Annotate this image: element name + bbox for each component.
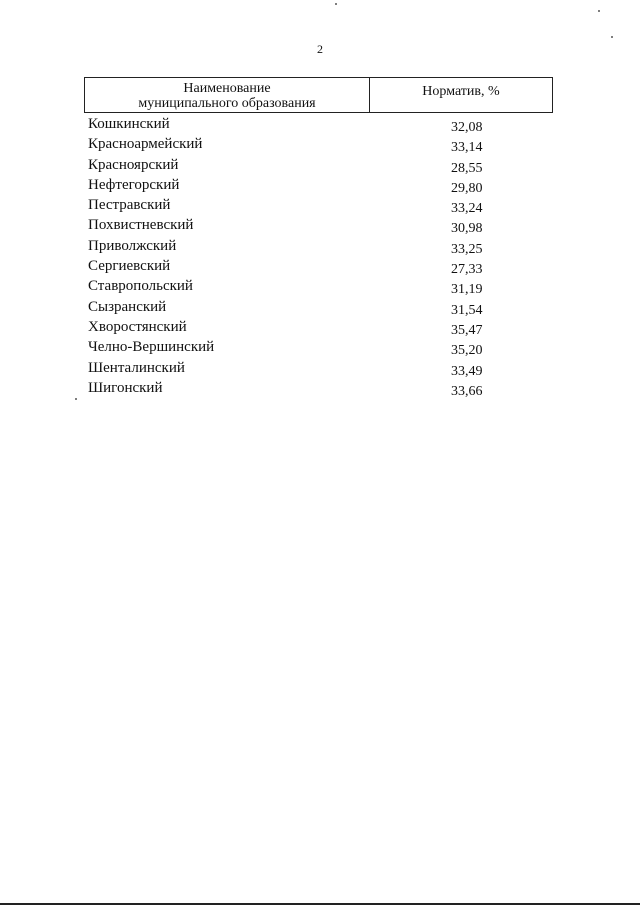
table-row bbox=[88, 217, 548, 237]
table-row bbox=[88, 136, 548, 156]
norm-value: 27,33 bbox=[451, 262, 483, 278]
column-header-name-line1: Наименование bbox=[183, 81, 271, 96]
table-row bbox=[88, 278, 548, 298]
municipality-name: Похвистневский bbox=[88, 217, 194, 234]
norm-value: 33,25 bbox=[451, 241, 483, 257]
municipality-name: Приволжский bbox=[88, 237, 177, 254]
scan-speck bbox=[611, 36, 613, 38]
norm-value: 31,19 bbox=[451, 282, 483, 298]
column-header-value: Норматив, % bbox=[422, 84, 500, 99]
norm-value: 32,08 bbox=[451, 120, 483, 135]
table-row bbox=[88, 238, 548, 258]
table-row bbox=[88, 177, 548, 197]
table-row bbox=[88, 299, 548, 319]
table-row bbox=[88, 258, 548, 278]
municipality-name: Красноярский bbox=[88, 156, 179, 173]
norm-value: 30,98 bbox=[451, 221, 483, 237]
norm-value: 33,49 bbox=[451, 363, 483, 379]
scan-speck bbox=[598, 10, 600, 12]
table-row bbox=[88, 157, 548, 177]
municipality-name: Пестравский bbox=[88, 197, 171, 214]
table-row bbox=[88, 197, 548, 217]
table-header bbox=[84, 77, 553, 113]
municipality-name: Хворостянский bbox=[88, 318, 187, 335]
column-header-name-line2: муниципального образования bbox=[138, 96, 316, 111]
municipality-name: Сергиевский bbox=[88, 258, 171, 275]
scan-speck bbox=[75, 398, 77, 400]
scan-speck bbox=[335, 3, 337, 5]
municipality-name: Челно-Вершинский bbox=[88, 339, 215, 356]
table-row bbox=[88, 319, 548, 339]
table-row bbox=[88, 339, 548, 359]
municipality-name: Шенталинский bbox=[88, 359, 185, 376]
municipality-name: Сызранский bbox=[88, 298, 167, 315]
table-row bbox=[88, 360, 548, 380]
page-number: 2 bbox=[317, 42, 323, 56]
norm-value: 33,14 bbox=[451, 140, 483, 156]
norm-value: 35,47 bbox=[451, 322, 483, 338]
table-row bbox=[88, 380, 548, 400]
norm-value: 28,55 bbox=[451, 160, 483, 176]
municipality-name: Кошкинский bbox=[88, 116, 170, 132]
column-header-name bbox=[85, 78, 370, 112]
municipality-name: Нефтегорский bbox=[88, 176, 180, 193]
municipality-name: Ставропольский bbox=[88, 278, 193, 295]
norm-value: 29,80 bbox=[451, 180, 483, 196]
municipality-name: Красноармейский bbox=[88, 136, 203, 153]
norm-value: 33,66 bbox=[451, 383, 483, 399]
municipality-name: Шигонский bbox=[88, 379, 163, 396]
table-row bbox=[88, 116, 548, 136]
norm-value: 35,20 bbox=[451, 343, 483, 359]
norm-value: 31,54 bbox=[451, 302, 483, 318]
table-body bbox=[88, 116, 548, 400]
norm-value: 33,24 bbox=[451, 201, 483, 217]
